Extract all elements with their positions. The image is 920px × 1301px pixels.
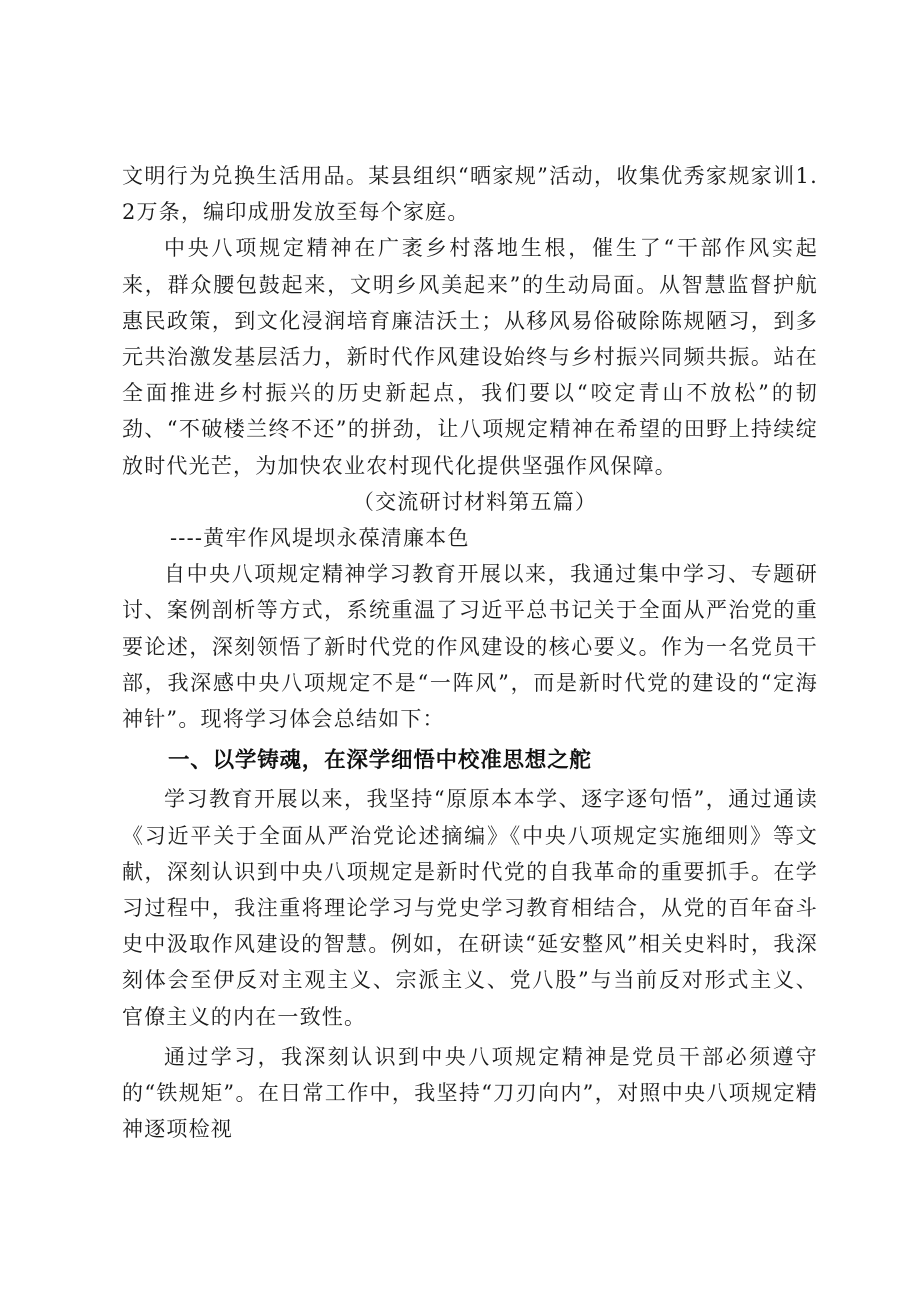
section-title: （交流研讨材料第五篇） [352,489,598,514]
paragraph-continuation: 文明行为兑换生活用品。某县组织“晒家规”活动，收集优秀家规家训1.2万条，编印成册发放至每个家庭。 [122,164,818,225]
paragraph-study: 学习教育开展以来，我坚持“原原本本学、逐字逐句悟”，通过通读《习近平关于全面从严治党论述摘编》《中央八项规定实施细则》等文献，深刻认识到中央八项规定是新时代党的自我革命的重要抓手。在学习过程中，我注重将理论学习与党史学习教育相结合，从党的百年奋斗史中汲取作风建设的智慧。例如，在研读“延安整风”相关史料时，我深刻体会至伊反对主观主义、宗派主义、党八股”与当前反对形式主义、官僚主义的内在一致性。 [122,787,818,1029]
paragraph-rural-revitalization: 中央八项规定精神在广袤乡村落地生根，催生了“干部作风实起来，群众腰包鼓起来，文明乡风美起来”的生动局面。从智慧监督护航惠民政策，到文化浸润培育廉洁沃土；从移风易俗破除陈规陋习，到多元共治激发基层活力，新时代作风建设始终与乡村振兴同频共振。站在全面推进乡村振兴的历史新起点，我们要以“咬定青山不放松”的韧劲、“不破楼兰终不还”的拼劲，让八项规定精神在希望的田野上持续绽放时代光芒，为加快农业农村现代化提供坚强作风保障。 [122,236,818,478]
intro-paragraph: 自中央八项规定精神学习教育开展以来，我通过集中学习、专题研讨、案例剖析等方式，系统重温了习近平总书记关于全面从严治党的重要论述，深刻领悟了新时代党的作风建设的核心要义。作为一名党员干部，我深感中央八项规定不是“一阵风”，而是新时代党的建设的“定海神针”。现将学习体会总结如下： [122,562,818,732]
heading-1: 一、以学铸魂，在深学细悟中校准思想之舵 [168,748,592,774]
document-body [122,158,818,1147]
paragraph-iron-rules: 通过学习，我深刻认识到中央八项规定精神是党员干部必须遵守的“铁规矩”。在日常工作中，我坚持“刀刃向内”，对照中央八项规定精神逐项检视 [122,1044,818,1142]
section-subtitle: ----黄牢作风堤坝永葆清廉本色 [170,526,470,551]
